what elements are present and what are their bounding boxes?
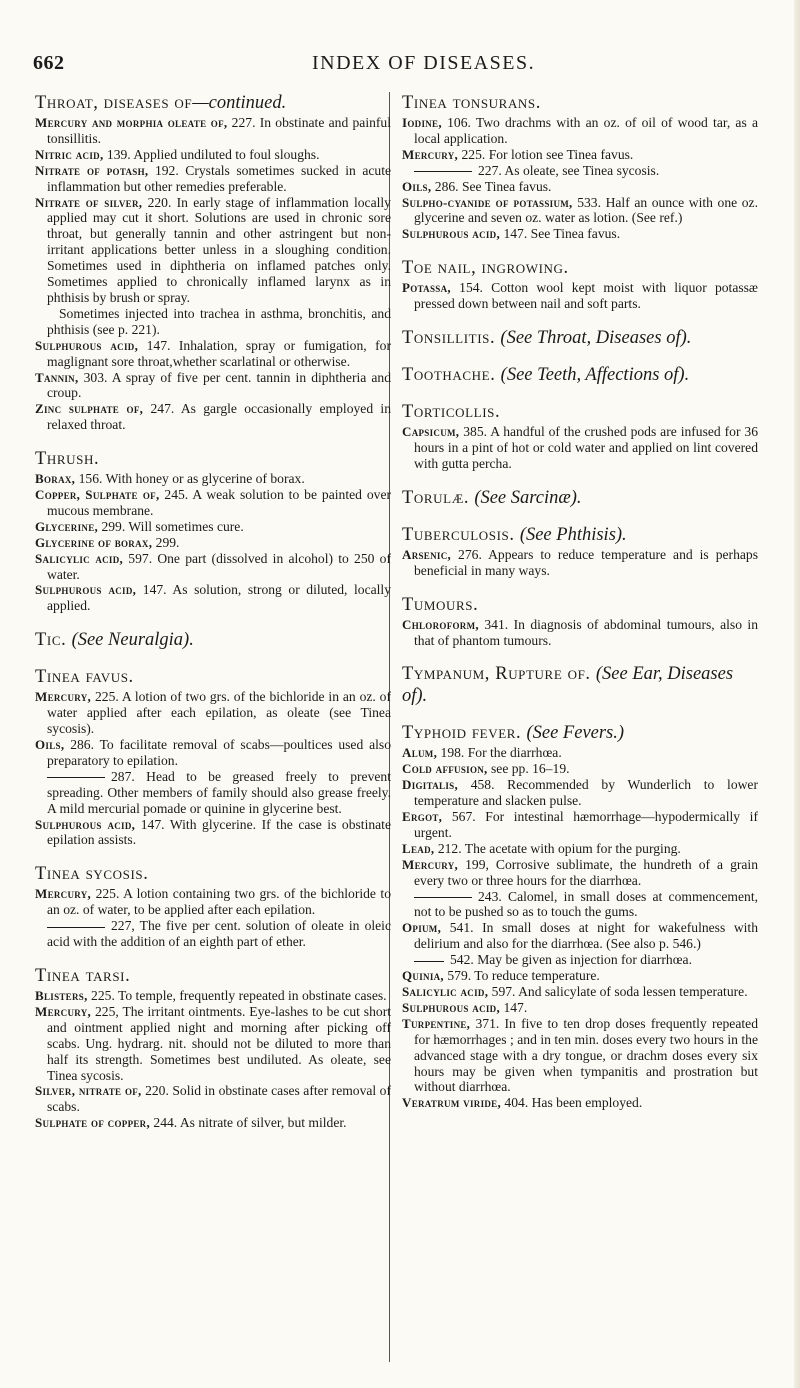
index-entry: Veratrum viride, 404. Has been employed. (402, 1095, 643, 1111)
section-torticollis (402, 401, 758, 472)
cross-reference: (See Sarcinæ). (474, 487, 582, 508)
section-toe-nail (402, 257, 758, 312)
section-heading: Tinea tarsi. (35, 965, 131, 986)
section-toothache (402, 364, 758, 386)
index-entry: Digitalis, 458. Recommended by Wunderlich to lower temperature and slacken pulse. (402, 777, 758, 809)
page-number: 662 (33, 52, 65, 74)
cross-reference: (See Phthisis). (519, 524, 627, 545)
continued-note: —continued. (192, 93, 287, 113)
index-entry: Zinc sulphate of, 247. As gargle occasionally employed in relaxed throat. (35, 401, 391, 433)
cross-reference: (See Throat, Diseases of). (500, 328, 692, 349)
index-entry: Mercury, 199, Corrosive sublimate, the hundreth of a grain every two or three hours for the diarrhœa. (402, 856, 758, 888)
index-entry: Oils, 286. See Tinea favus. (402, 178, 552, 194)
index-entry: Iodine, 106. Two drachms with an oz. of oil of wood tar, as a local application. (402, 115, 758, 146)
index-entry: Borax, 156. With honey or as glycerine of borax. (35, 471, 305, 487)
section-heading: Tonsillitis. (See Throat, Diseases of). (402, 328, 692, 349)
index-entry: Nitrate of potash, 192. Crystals sometimes sucked in acute inflammation but other remedies preferable. (35, 162, 391, 194)
index-entry: Ergot, 567. For intestinal hæmorrhage—hypodermically if urgent. (402, 809, 758, 840)
index-entry: Sulphurous acid, 147. See Tinea favus. (402, 226, 621, 242)
index-entry: Nitrate of silver, 220. In early stage of inflammation locally applied may cut it short. Solutions are used in chronic sore throat, but generally tannin and other astringent but non-irritant applications better unless in a sloughing condition. Sometimes used in diphtheria on inflamed patches only. Sometimes applied to chronically inflamed larynx as in phthisis by brush or spray. (35, 194, 391, 305)
section-heading: Torticollis. (402, 402, 501, 423)
index-entry-continuation: 227. As oleate, see Tinea sycosis. (402, 163, 758, 179)
index-entry: Tannin, 303. A spray of five per cent. tannin in diphtheria and croup. (35, 369, 391, 401)
cross-reference: (See Teeth, Affections of). (500, 365, 690, 386)
section-throat (35, 92, 391, 433)
section-tinea-sycosis (35, 863, 391, 950)
index-entry: Cold affusion, see pp. 16–19. (402, 761, 570, 777)
index-entry: Alum, 198. For the diarrhœa. (402, 745, 562, 761)
section-heading: Typhoid fever. (See Fevers.) (402, 723, 625, 744)
section-heading: Toe nail, ingrowing. (402, 258, 569, 279)
index-entry: Sulphurous acid, 147. With glycerine. If the case is obstinate epilation assists. (35, 816, 391, 848)
index-entry: Mercury, 225. A lotion containing two grs. of the bichloride to an oz. of water, to be applied after each epilation. (35, 886, 391, 918)
section-tympanum (402, 663, 758, 707)
index-entry: Sulphurous acid, 147. (402, 999, 528, 1015)
section-heading: Tic. (See Neuralgia). (35, 630, 194, 651)
index-entry: Salicylic acid, 597. One part (dissolved in alcohol) to 250 of water. (35, 550, 391, 582)
section-heading: Throat, diseases of—continued. (35, 93, 287, 113)
section-heading: Tinea tonsurans. (402, 93, 541, 113)
section-typhoid (402, 722, 758, 1111)
index-entry: Chloroform, 341. In diagnosis of abdominal tumours, also in that of phantom tumours. (402, 616, 758, 648)
index-entry: Arsenic, 276. Appears to reduce temperature and is perhaps beneficial in many ways. (402, 546, 758, 578)
index-paragraph: Sometimes injected into trachea in asthma, bronchitis, and phthisis (see p. 221). (47, 305, 391, 337)
index-entry: Mercury, 225. For lotion see Tinea favus. (402, 146, 634, 162)
index-entry-continuation: 243. Calomel, in small doses at commencement, not to be pushed so as to touch the gums. (414, 888, 758, 920)
section-tumours (402, 594, 758, 649)
section-heading: Tumours. (402, 594, 479, 615)
index-entry: Sulpho-cyanide of potassium, 533. Half an ounce with one oz. glycerine and seven oz. water as lotion. (See ref.) (402, 194, 758, 226)
index-entry: Quinia, 579. To reduce temperature. (402, 968, 600, 984)
index-entry: Oils, 286. To facilitate removal of scabs—poultices used also preparatory to epilation. (35, 737, 391, 768)
section-tic (35, 629, 391, 651)
index-entry: Opium, 541. In small doses at night for wakefulness with delirium and also for the diarrhœa. (See also p. 546.) (402, 920, 758, 952)
running-title: INDEX OF DISEASES. (312, 52, 536, 74)
section-heading: Tinea favus. (35, 667, 134, 688)
page-edge (794, 0, 800, 1388)
cross-reference: (See Fevers.) (526, 723, 625, 744)
index-entry: Potassa, 154. Cotton wool kept moist with liquor potassæ pressed down between nail and soft parts. (402, 280, 758, 312)
cross-reference: (See Ear, Diseases of). (402, 664, 734, 707)
index-entry: Sulphurous acid, 147. Inhalation, spray or fumigation, for maglignant sore throat,whether scarlatinal or otherwise. (35, 337, 391, 369)
page-header (0, 44, 800, 84)
section-heading: Tinea sycosis. (35, 864, 149, 885)
index-entry: Mercury, 225, The irritant ointments. Eye-lashes to be cut short and ointment applied night and morning after picking off scabs. Ung. hydrarg. nit. should not be diluted to more than half its strength. Sometimes best undiluted. As oleate, see Tinea sycosis. (35, 1003, 391, 1083)
index-entry-continuation: 287. Head to be greased freely to prevent spreading. Other members of family should also grease freely. A mild mercurial pomade or quinine in glycerine best. (47, 768, 391, 816)
index-entry: Mercury, 225. A lotion of two grs. of the bichloride in an oz. of water applied after each epilation, as oleate (see Tinea sycosis). (35, 689, 391, 737)
section-tinea-tonsurans (402, 92, 758, 242)
index-entry: Glycerine of borax, 299. (35, 534, 180, 550)
index-entry: Turpentine, 371. In five to ten drop doses frequently repeated for hæmorrhages ; and in ten min. doses every two hours in the advanced stage with a dry tongue, or drachm doses every six hours may be given when tympanitis and prostration but without diarrhœa. (402, 1015, 758, 1095)
index-entry: Nitric acid, 139. Applied undiluted to foul sloughs. (35, 146, 320, 162)
right-column (402, 92, 758, 1372)
section-heading: Toothache. (See Teeth, Affections of). (402, 365, 690, 386)
section-tinea-tarsi (35, 965, 391, 1131)
index-entry: Glycerine, 299. Will sometimes cure. (35, 518, 244, 534)
index-entry: Copper, Sulphate of, 245. A weak solution to be painted over mucous membrane. (35, 487, 391, 518)
index-entry: Lead, 212. The acetate with opium for the purging. (402, 840, 681, 856)
index-entry: Blisters, 225. To temple, frequently repeated in obstinate cases. (35, 987, 387, 1003)
index-entry-continuation: 227, The five per cent. solution of oleate in oleic acid with the addition of an eighth part of ether. (47, 918, 391, 950)
index-entry: Sulphurous acid, 147. As solution, strong or diluted, locally applied. (35, 582, 391, 614)
section-heading: Tympanum, Rupture of. (See Ear, Diseases of). (402, 664, 734, 707)
section-heading: Thrush. (35, 449, 100, 470)
section-torulae (402, 487, 758, 509)
index-entry: Salicylic acid, 597. And salicylate of soda lessen temperature. (402, 984, 748, 999)
index-entry: Capsicum, 385. A handful of the crushed pods are infused for 36 hours in a pint of hot or cold water and applied on lint covered with gutta percha. (402, 424, 758, 471)
index-entry: Silver, nitrate of, 220. Solid in obstinate cases after removal of scabs. (35, 1083, 391, 1115)
section-tinea-favus (35, 666, 391, 848)
index-entry: Mercury and morphia oleate of, 227. In obstinate and painful tonsillitis. (35, 115, 391, 146)
section-heading: Tuberculosis. (See Phthisis). (402, 524, 627, 545)
section-heading: Torulæ. (See Sarcinæ). (402, 487, 582, 508)
index-entry: Sulphate of copper, 244. As nitrate of silver, but milder. (35, 1115, 347, 1131)
left-column (35, 92, 391, 1372)
index-entry-continuation: 542. May be given as injection for diarrhœa. (402, 952, 758, 968)
cross-reference: (See Neuralgia). (71, 630, 194, 651)
section-tuberculosis (402, 524, 758, 579)
section-tonsillitis (402, 327, 758, 349)
section-thrush (35, 448, 391, 614)
